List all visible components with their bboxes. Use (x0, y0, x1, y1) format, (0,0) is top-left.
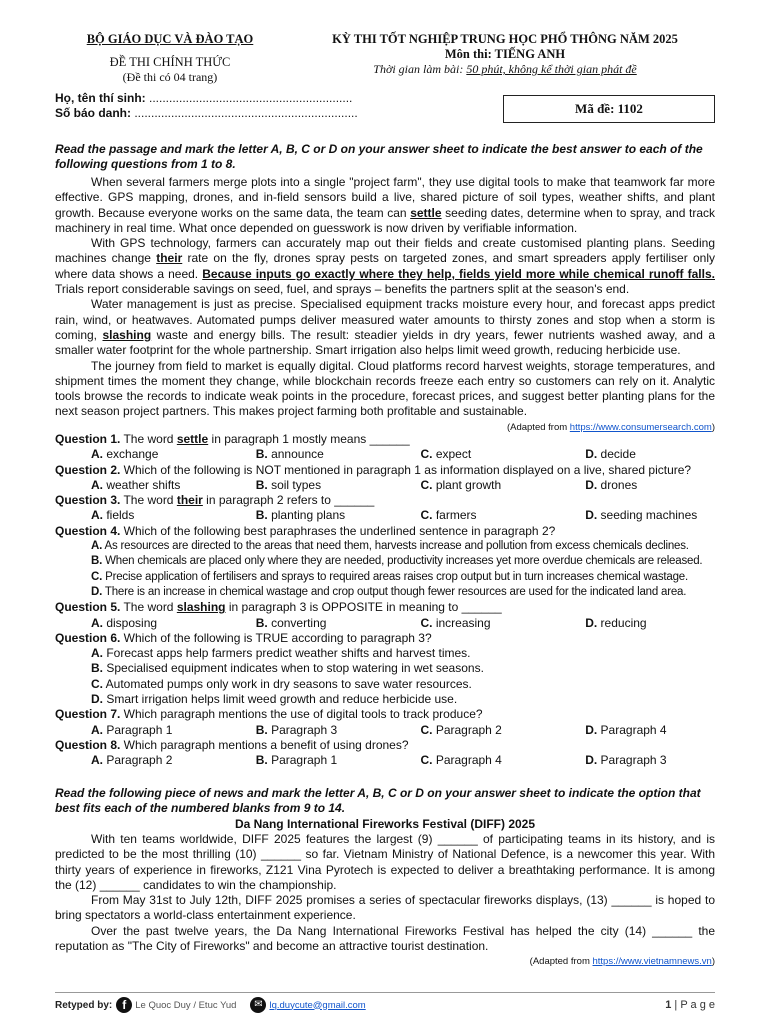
question-3-options (55, 508, 715, 523)
option-b[interactable]: B. converting (255, 615, 327, 630)
question-2: Question 2. Which of the following is NOT mentioned in paragraph 1 as information displayed on a live, shared picture? (55, 462, 692, 477)
option-c[interactable]: C. Precise application of fertilisers and sprays to required areas raises crop output but in turn increases chemical wastage. (91, 570, 688, 583)
paragraph-2: With GPS technology, farmers can accurately map out their fields and create customised planting plans. Seeding machines change their rate on the fly, drones spray pests on targeted zones, and smart spreaders apply fertiliser only where data shows a need. Because inputs go exactly where they help, fields yield more while chemical runoff falls. Trials report considerable savings on seed, fuel, and sprays – benefits the partners split at the season's end. (55, 236, 715, 297)
exam-title: KỲ THI TỐT NGHIỆP TRUNG HỌC PHỔ THÔNG NĂM 2025 (332, 32, 678, 46)
option-a[interactable]: A. As resources are directed to the areas that need them, harvests increase and pollution from excess chemicals declines. (91, 540, 689, 553)
source-link-1[interactable]: https://www.consumersearch.com (569, 421, 712, 433)
source-2: (Adapted from https://www.vietnamnews.vn) (529, 956, 715, 968)
candidate-id-row: Số báo danh: ................................................................... (55, 106, 358, 120)
facebook-icon[interactable]: f (116, 997, 132, 1013)
author-name: Le Quoc Duy / Etuc Yud (135, 999, 237, 1011)
question-8-options (55, 753, 715, 768)
source-1: (Adapted from https://www.consumersearch.com) (506, 421, 715, 433)
question-7: Question 7. Which paragraph mentions the use of digital tools to track produce? (55, 707, 483, 722)
question-1: Question 1. The word settle in paragraph 1 mostly means ______ (55, 432, 410, 446)
candidate-info (55, 91, 358, 121)
news-paragraph-3: Over the past twelve years, the Da Nang International Fireworks Festival has helped the city (14) ______ the reputation as "The City of Fireworks" and become an attractive tourist destination. (55, 923, 715, 954)
part1-passage (55, 175, 715, 435)
paragraph-3: Water management is just as precise. Specialised equipment tracks moisture every hour, and forecast apps predict rain, wind, or heatwaves. Automated pumps deliver measured water amounts to thirsty zones and stop when a storm is coming, slashing waste and energy bills. The result: steadier yields in dry years, fewer nutrients washed away, and a smaller water footprint for the whole partnership. Smart irrigation also helps limit weed growth, reducing herbicide use. (55, 297, 716, 358)
retyped-label: Retyped by: (55, 999, 113, 1011)
page-footer (55, 992, 715, 1013)
option-a[interactable]: A. weather shifts (91, 477, 181, 492)
option-d[interactable]: D. There is an increase in chemical wastage and crop output though fewer resources are used for the indicated land area. (91, 585, 687, 598)
ministry-name: BỘ GIÁO DỤC VÀ ĐÀO TẠO (86, 32, 254, 46)
question-3: Question 3. The word their in paragraph 2 refers to ______ (55, 493, 375, 508)
part1-instruction: Read the passage and mark the letter A, B, C or D on your answer sheet to indicate the best answer to each of the following questions from 1 to 8. (55, 142, 703, 171)
option-b[interactable]: B. Specialised equipment indicates when to stop watering in wet seasons. (91, 661, 484, 676)
option-c[interactable]: C. plant growth (420, 477, 502, 492)
option-a[interactable]: A. Paragraph 1 (91, 722, 173, 737)
paragraph-1: When several farmers merge plots into a single "project farm", they use digital tools to make that teamwork far more effective. GPS mapping, drones, and in-field sensors build a live, shared picture of soil types, weather shifts, and plant growth. Because everyone works on the same data, the team can settle seeding dates, determine when to spray, and track machinery in real time. What once depended on guesswork is now driven by verifiable information. (55, 175, 716, 235)
option-b[interactable]: B. planting plans (255, 508, 346, 523)
option-d[interactable]: D. Smart irrigation helps limit weed growth and reduce herbicide use. (91, 692, 458, 707)
author-email[interactable]: lq.duycute@gmail.com (269, 999, 366, 1011)
candidate-name-row: Họ, tên thí sinh: ............................................................. (55, 91, 353, 105)
question-7-options (55, 723, 715, 738)
paragraph-4: The journey from field to market is equally digital. Cloud platforms record harvest weights, storage temperatures, and shipment times the moment they change, while blockchain records freeze each entry so customers can rely on it. Analytic tools browse the records to indicate weak points in the procedure, forecast prices, and suggest better planting plans for the next season project partners. This makes project farming both profitable and sustainable. (55, 358, 715, 419)
question-1-options (55, 447, 715, 462)
option-b[interactable]: B. announce (255, 447, 324, 462)
page-number: 1 | P a g e (665, 999, 715, 1011)
option-d[interactable]: D. drones (585, 477, 638, 492)
option-c[interactable]: C. Paragraph 4 (420, 753, 502, 768)
option-a[interactable]: A. fields (91, 508, 135, 523)
option-a[interactable]: A. disposing (91, 615, 158, 630)
option-d[interactable]: D. decide (585, 447, 636, 462)
question-6: Question 6. Which of the following is TRUE according to paragraph 3? (55, 630, 432, 645)
news-paragraph-2: From May 31st to July 12th, DIFF 2025 promises a series of spectacular fireworks displays, (13) ______ is hoped to bring spectators a world-class entertainment experience. (55, 893, 715, 923)
option-a[interactable]: A. Paragraph 2 (91, 753, 173, 768)
question-2-options (55, 478, 715, 493)
news-paragraph-1: With ten teams worldwide, DIFF 2025 features the largest (9) ______ of participating teams in its history, and is predicted to be the most thrilling (10) ______ so far. Vietnam Ministry of National Defence, is a newcomer this year. With thirty years of experience in fireworks, Z121 Vina Pyrotech is expected to deliver a breathtaking performance. It is among the (12) ______ candidates to win the championship. (55, 832, 715, 892)
question-8: Question 8. Which paragraph mentions a benefit of using drones? (55, 737, 409, 752)
exam-code-box: Mã đề: 1102 (503, 95, 715, 123)
subject: Môn thi: TIẾNG ANH (444, 47, 566, 61)
source-link-2[interactable]: https://www.vietnamnews.vn (592, 956, 712, 968)
option-d[interactable]: D. seeding machines (585, 508, 698, 523)
news-title: Da Nang International Fireworks Festival (DIFF) 2025 (234, 817, 536, 831)
option-a[interactable]: A. Forecast apps help farmers predict weather shifts and harvest times. (91, 646, 471, 661)
option-d[interactable]: D. Paragraph 4 (585, 722, 667, 737)
question-4: Question 4. Which of the following best paraphrases the underlined sentence in paragraph 2? (55, 523, 556, 538)
option-d[interactable]: D. Paragraph 3 (585, 753, 667, 768)
question-5: Question 5. The word slashing in paragraph 3 is OPPOSITE in meaning to ______ (55, 600, 502, 615)
header-left (78, 32, 262, 85)
part2-instruction: Read the following piece of news and mark the letter A, B, C or D on your answer sheet to indicate the option that best fits each of the numbered blanks from 9 to 14. (55, 786, 701, 815)
option-c[interactable]: C. expect (420, 447, 472, 462)
option-c[interactable]: C. increasing (420, 615, 491, 630)
header-right (300, 32, 710, 77)
mail-icon[interactable]: ✉ (250, 997, 266, 1013)
official-label: ĐỀ THI CHÍNH THỨC (109, 55, 231, 69)
option-b[interactable]: B. soil types (255, 477, 322, 492)
option-c[interactable]: C. Automated pumps only work in dry seasons to save water resources. (91, 676, 472, 691)
time-limit: Thời gian làm bài: 50 phút, không kể thời gian phát đề (373, 62, 637, 76)
question-5-options (55, 616, 715, 631)
part2-passage (55, 832, 715, 970)
option-b[interactable]: B. Paragraph 1 (255, 753, 338, 768)
option-c[interactable]: C. Paragraph 2 (420, 722, 502, 737)
option-d[interactable]: D. reducing (585, 615, 647, 630)
option-c[interactable]: C. farmers (420, 508, 477, 523)
option-b[interactable]: B. Paragraph 3 (255, 722, 338, 737)
page-count: (Đề thi có 04 trang) (122, 70, 218, 84)
option-b[interactable]: B. When chemicals are placed only where they are needed, productivity increases yet more overdue chemicals are released. (91, 555, 703, 568)
questions-1-8 (55, 432, 715, 769)
option-a[interactable]: A. exchange (91, 447, 159, 462)
